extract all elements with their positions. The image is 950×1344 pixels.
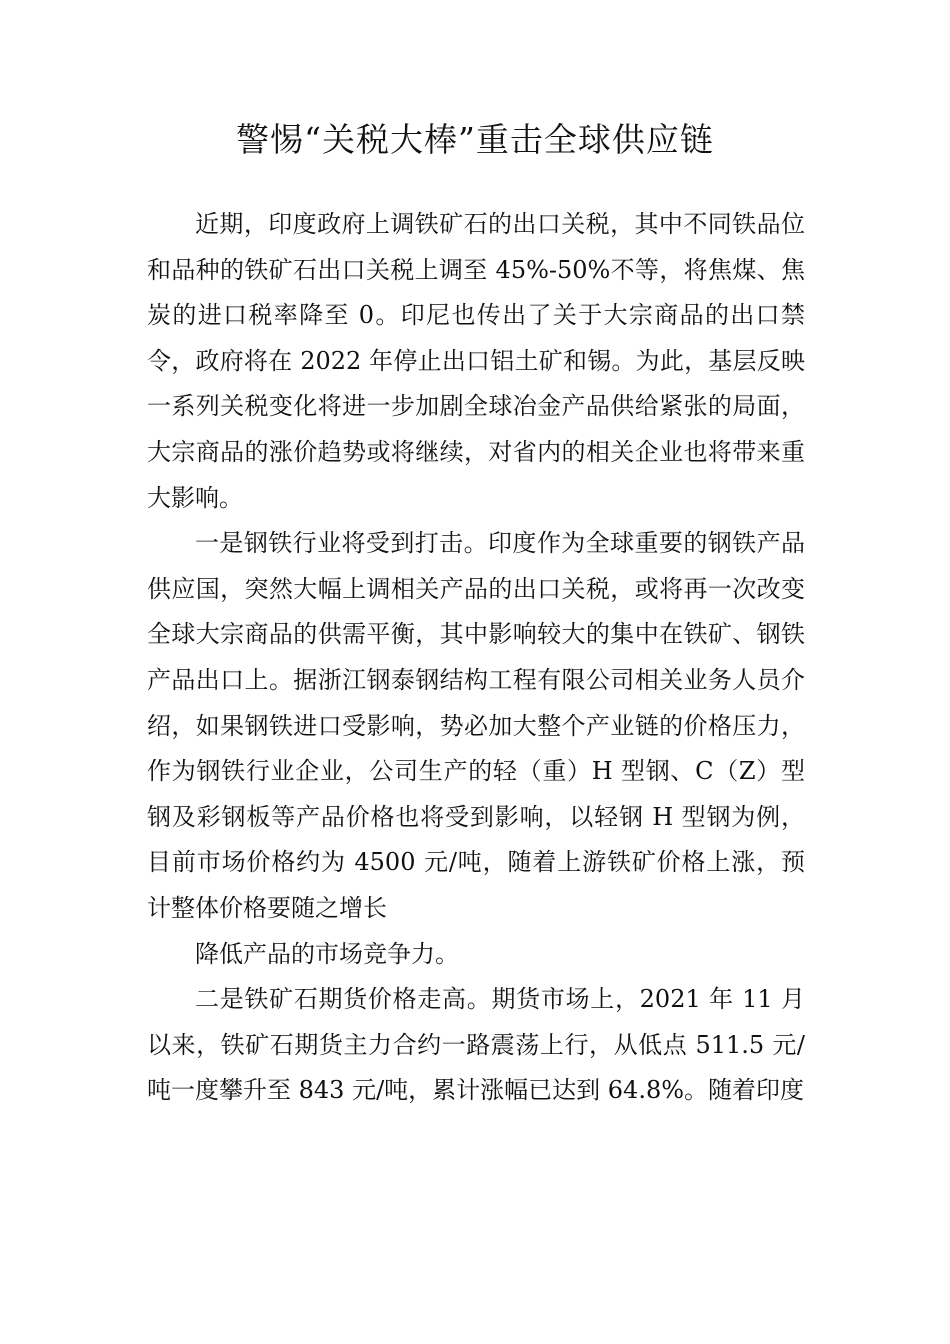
paragraph-steel-industry: 一是钢铁行业将受到打击。印度作为全球重要的钢铁产品供应国，突然大幅上调相关产品的出口关税，或将再一次改变全球大宗商品的供需平衡，其中影响较大的集中在铁矿、钢铁产品出口上。据浙江钢泰钢结构工程有限公司相关业务人员介绍，如果钢铁进口受影响，势必加大整个产业链的价格压力，作为钢铁行业企业，公司生产的轻（重）H 型钢、C（Z）型钢及彩钢板等产品价格也将受到影响，以轻钢 H 型钢为例，目前市场价格约为 4500 元/吨，随着上游铁矿价格上涨，预计整体价格要随之增长 xyxy=(147,529,805,922)
paragraph-competitiveness: 降低产品的市场竞争力。 xyxy=(195,939,459,968)
paragraph-intro: 近期，印度政府上调铁矿石的出口关税，其中不同铁品位和品种的铁矿石出口关税上调至 45%-50%不等，将焦煤、焦炭的进口税率降至 0。印尼也传出了关于大宗商品的出口禁令，政府将在 2022 年停止出口铝土矿和锡。为此，基层反映一系列关税变化将进一步加剧全球冶金产品供给紧张的局面，大宗商品的涨价趋势或将继续，对省内的相关企业也将带来重大影响。 xyxy=(147,210,805,512)
document-body xyxy=(147,202,805,1114)
paragraph-iron-ore-futures: 二是铁矿石期货价格走高。期货市场上，2021 年 11 月以来，铁矿石期货主力合约一路震荡上行，从低点 511.5 元/吨一度攀升至 843 元/吨，累计涨幅已达到 64.8%。随着印度 xyxy=(147,985,805,1105)
document-title: 警惕“关税大棒”重击全球供应链 xyxy=(236,120,714,159)
